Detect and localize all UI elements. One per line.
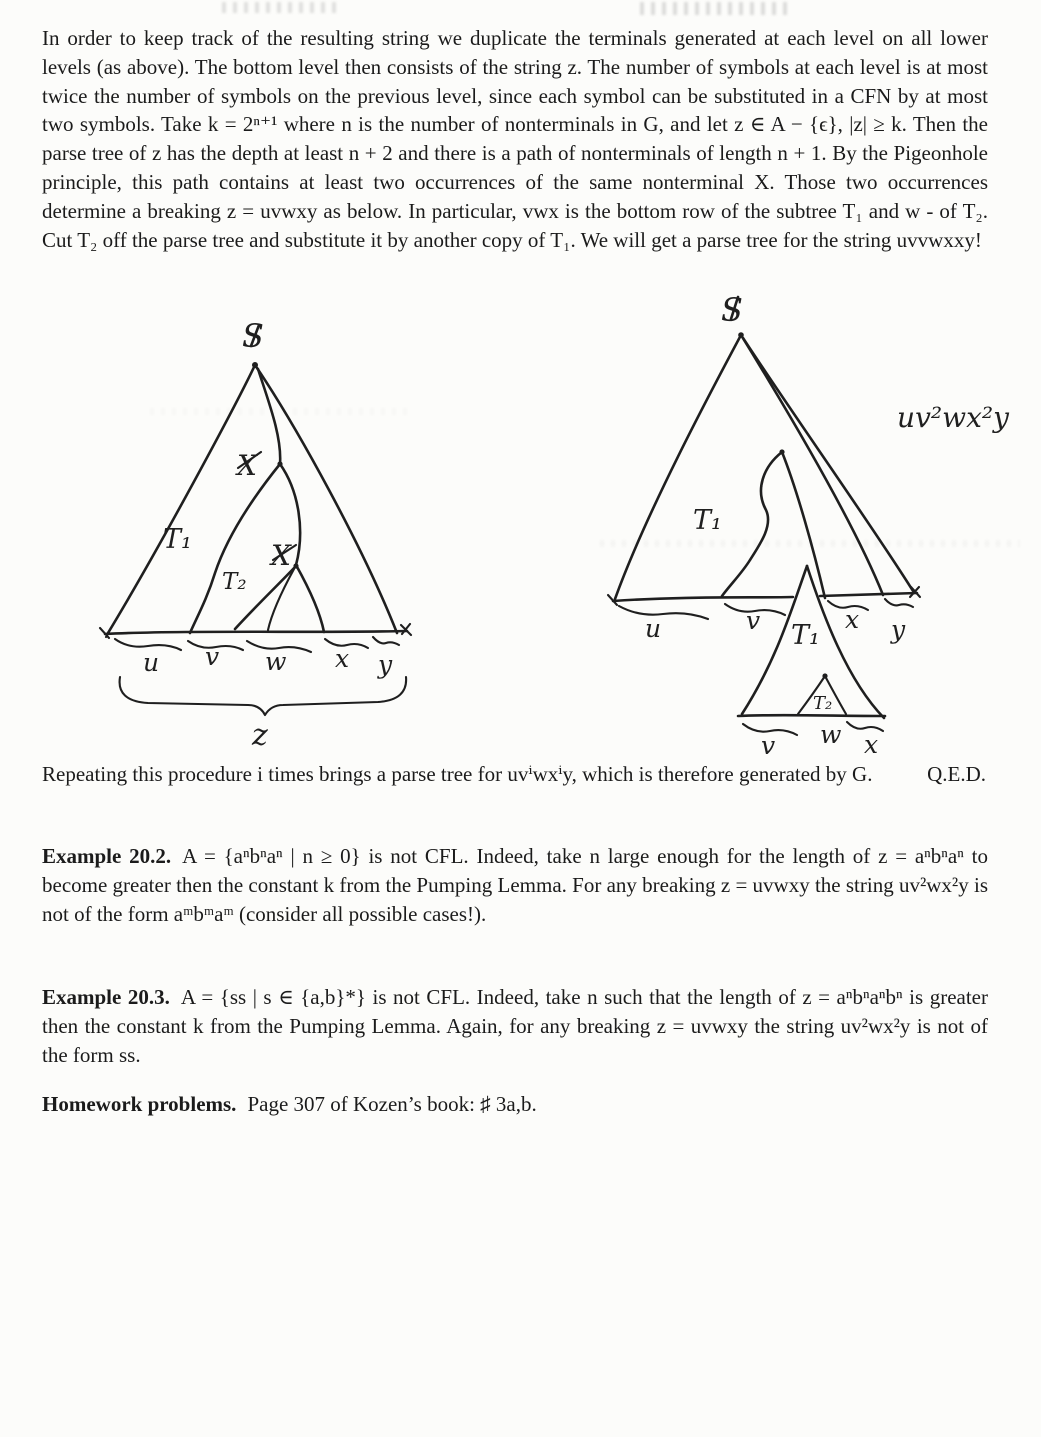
leaf-v-label: v	[746, 606, 761, 635]
example-20-2-body: A = {aⁿbⁿaⁿ | n ≥ 0} is not CFL. Indeed, take n large enough for the length of z = aⁿbⁿaⁿ to become greater then the constant k from the Pumping Lemma. For any breaking z = uvwxy the string uv²wx²y is not of the form aᵐbᵐaᵐ (consider all possible cases!).	[42, 844, 988, 926]
baseline-right-segment	[820, 593, 917, 596]
example-20-3-paragraph	[42, 983, 988, 1069]
leaf-x-label: x	[335, 644, 350, 673]
leaf-v-lower-label: v	[761, 731, 776, 760]
leaf-u-label: u	[143, 648, 160, 677]
x-lower-label: X	[271, 539, 291, 572]
example-20-2-paragraph	[42, 842, 988, 928]
leaf-u-label: u	[645, 614, 662, 643]
baseline-right-tick	[401, 624, 411, 635]
right-parse-tree-figure	[585, 285, 1041, 760]
example-20-3-body: A = {ss | s ∈ {a,b}*} is not CFL. Indeed, take n such that the length of z = aⁿbⁿaⁿbⁿ is greater then the constant k from the Pumping Lemma. Again, for any breaking z = uvwxy the string uv²wx²y is not of the form ss.	[42, 985, 988, 1067]
t2-label: T₂	[222, 569, 247, 595]
pumped-string-label: uv²wx²y	[897, 401, 1009, 434]
t1-left-edge	[190, 464, 280, 633]
z-underbrace	[120, 677, 407, 715]
closing-paragraph	[42, 760, 988, 789]
outer-triangle-left-edge	[615, 335, 741, 599]
homework-body: Page 307 of Kozen’s book: ♯ 3a,b.	[247, 1092, 537, 1116]
y-underbracket	[373, 637, 399, 645]
u-underbracket	[619, 606, 708, 619]
baseline	[105, 631, 407, 634]
x-upper-label: X	[237, 449, 257, 482]
leaf-w-lower-label: w	[820, 720, 842, 749]
t2-label: T₂	[813, 693, 833, 714]
left-parse-tree-figure	[75, 315, 445, 760]
homework-paragraph	[42, 1090, 988, 1119]
baseline-left-segment	[613, 597, 793, 601]
t1-left-edge-wavy	[722, 452, 782, 596]
leaf-y-label: y	[891, 615, 906, 644]
root-to-x-path	[258, 369, 280, 464]
example-20-2-heading: Example 20.2.	[42, 844, 172, 868]
leaf-y-label: y	[378, 650, 393, 679]
t2-inner-line	[268, 569, 294, 630]
homework-heading: Homework problems.	[42, 1092, 237, 1116]
t1-label: T₁	[693, 505, 722, 536]
leaf-v-label: v	[205, 642, 220, 671]
example-20-3-heading: Example 20.3.	[42, 985, 170, 1009]
root-label: S	[721, 291, 743, 329]
right-tree-strokes	[608, 297, 920, 735]
outer-triangle-right-inner-edge	[741, 335, 883, 595]
scan-artifact	[640, 2, 790, 15]
baseline-left-tick	[100, 628, 111, 638]
t1-copy-baseline	[738, 715, 885, 716]
qed-label: Q.E.D.	[927, 762, 986, 786]
scan-artifact	[222, 2, 337, 13]
closing-text: Repeating this procedure i times brings a parse tree for uvⁱwxⁱy, which is therefore generated by G.	[42, 762, 873, 786]
t1-copy-label: T₁	[791, 620, 820, 651]
t2-right-edge	[296, 565, 324, 632]
y-underbracket	[885, 599, 913, 607]
leaf-x-lower-label: x	[864, 730, 879, 759]
leaf-w-label: w	[265, 647, 287, 676]
leaf-x-label: x	[845, 605, 860, 634]
z-label: z	[252, 718, 268, 753]
intro-paragraph: In order to keep track of the resulting string we duplicate the terminals generated at each level on all lower levels (as above). The bottom level then consists of the string z. The number of symbols at each level is at most twice the number of symbols on the previous level, since each symbol can be substituted in a CFN by at most two symbols. Take k = 2ⁿ⁺¹ where n is the number of nonterminals in G, and let z ∈ A − {ϵ}, |z| ≥ k. Then the parse tree of z has the depth at least n + 2 and there is a path of nonterminals of length n + 1. By the Pigeonhole principle, this path contains at least two occurrences of the same nonterminal X. Those two occurrences determine a breaking z = uvwxy as below. In particular, vwx is the bottom row of the subtree T₁ and w - of T₂. Cut T₂ off the parse tree and substitute it by another copy of T₁. We will get a parse tree for the string uvvwxxy!	[42, 26, 988, 252]
root-label: S	[242, 317, 264, 355]
outer-triangle-right-edge	[255, 365, 397, 633]
t1-label: T₁	[163, 524, 192, 555]
